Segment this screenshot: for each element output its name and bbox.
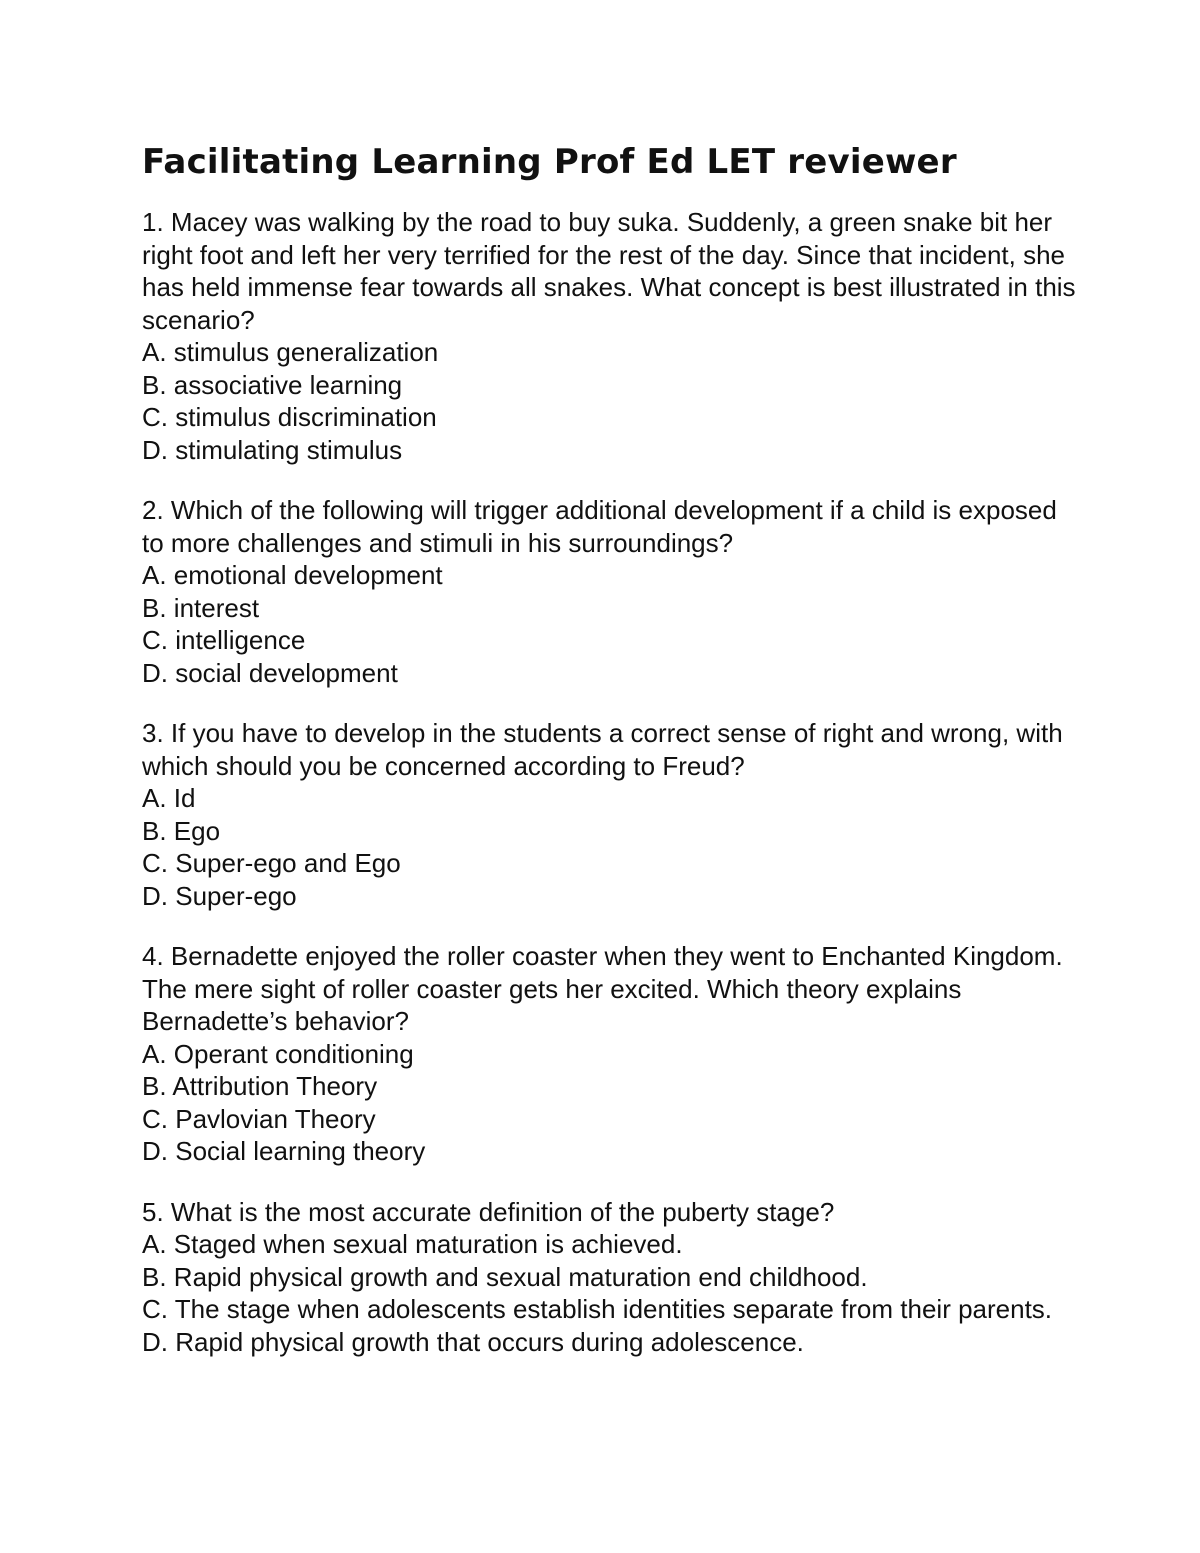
document-page	[142, 140, 1082, 1386]
option-c: C. Super-ego and Ego	[142, 848, 401, 878]
option-c: C. intelligence	[142, 625, 306, 655]
option-b: B. associative learning	[142, 369, 403, 400]
question-4	[142, 940, 1082, 1168]
option-a: A. stimulus generalization	[142, 337, 439, 367]
option-c: C. stimulus discrimination	[142, 402, 437, 432]
option-a: A. Staged when sexual maturation is achieved.	[142, 1229, 683, 1259]
question-stem: 4. Bernadette enjoyed the roller coaster when they went to Enchanted Kingdom. The mere sight of roller coaster gets her excited. Which theory explains Bernadette’s behavior?	[142, 941, 1063, 1036]
question-2	[142, 494, 1082, 689]
option-a: A. Id	[142, 783, 196, 813]
option-a: A. emotional development	[142, 560, 443, 590]
option-b: B. interest	[142, 592, 260, 623]
option-a: A. Operant conditioning	[142, 1038, 414, 1069]
question-3	[142, 717, 1082, 912]
question-stem: 3. If you have to develop in the students a correct sense of right and wrong, with which should you be concerned according to Freud?	[142, 718, 1063, 781]
question-stem: 2. Which of the following will trigger additional development if a child is exposed to more challenges and stimuli in his surroundings?	[142, 495, 1057, 558]
option-d: D. social development	[142, 657, 398, 688]
question-stem: 5. What is the most accurate definition of the puberty stage?	[142, 1196, 835, 1227]
option-b: B. Ego	[142, 815, 221, 846]
question-stem: 1. Macey was walking by the road to buy suka. Suddenly, a green snake bit her right foot and left her very terrified for the rest of the day. Since that incident, she has held immense fear towards all snakes. What concept is best illustrated in this scenario?	[142, 207, 1076, 335]
option-d: D. Rapid physical growth that occurs during adolescence.	[142, 1326, 804, 1357]
option-c: C. The stage when adolescents establish identities separate from their parents.	[142, 1294, 1053, 1324]
document-title: Facilitating Learning Prof Ed LET reviewer	[142, 142, 957, 182]
question-5	[142, 1196, 1082, 1359]
question-1	[142, 206, 1082, 466]
option-c: C. Pavlovian Theory	[142, 1103, 376, 1134]
option-d: D. Social learning theory	[142, 1136, 426, 1166]
option-b: B. Attribution Theory	[142, 1071, 378, 1101]
option-b: B. Rapid physical growth and sexual maturation end childhood.	[142, 1261, 868, 1292]
option-d: D. stimulating stimulus	[142, 434, 403, 465]
option-d: D. Super-ego	[142, 880, 297, 911]
